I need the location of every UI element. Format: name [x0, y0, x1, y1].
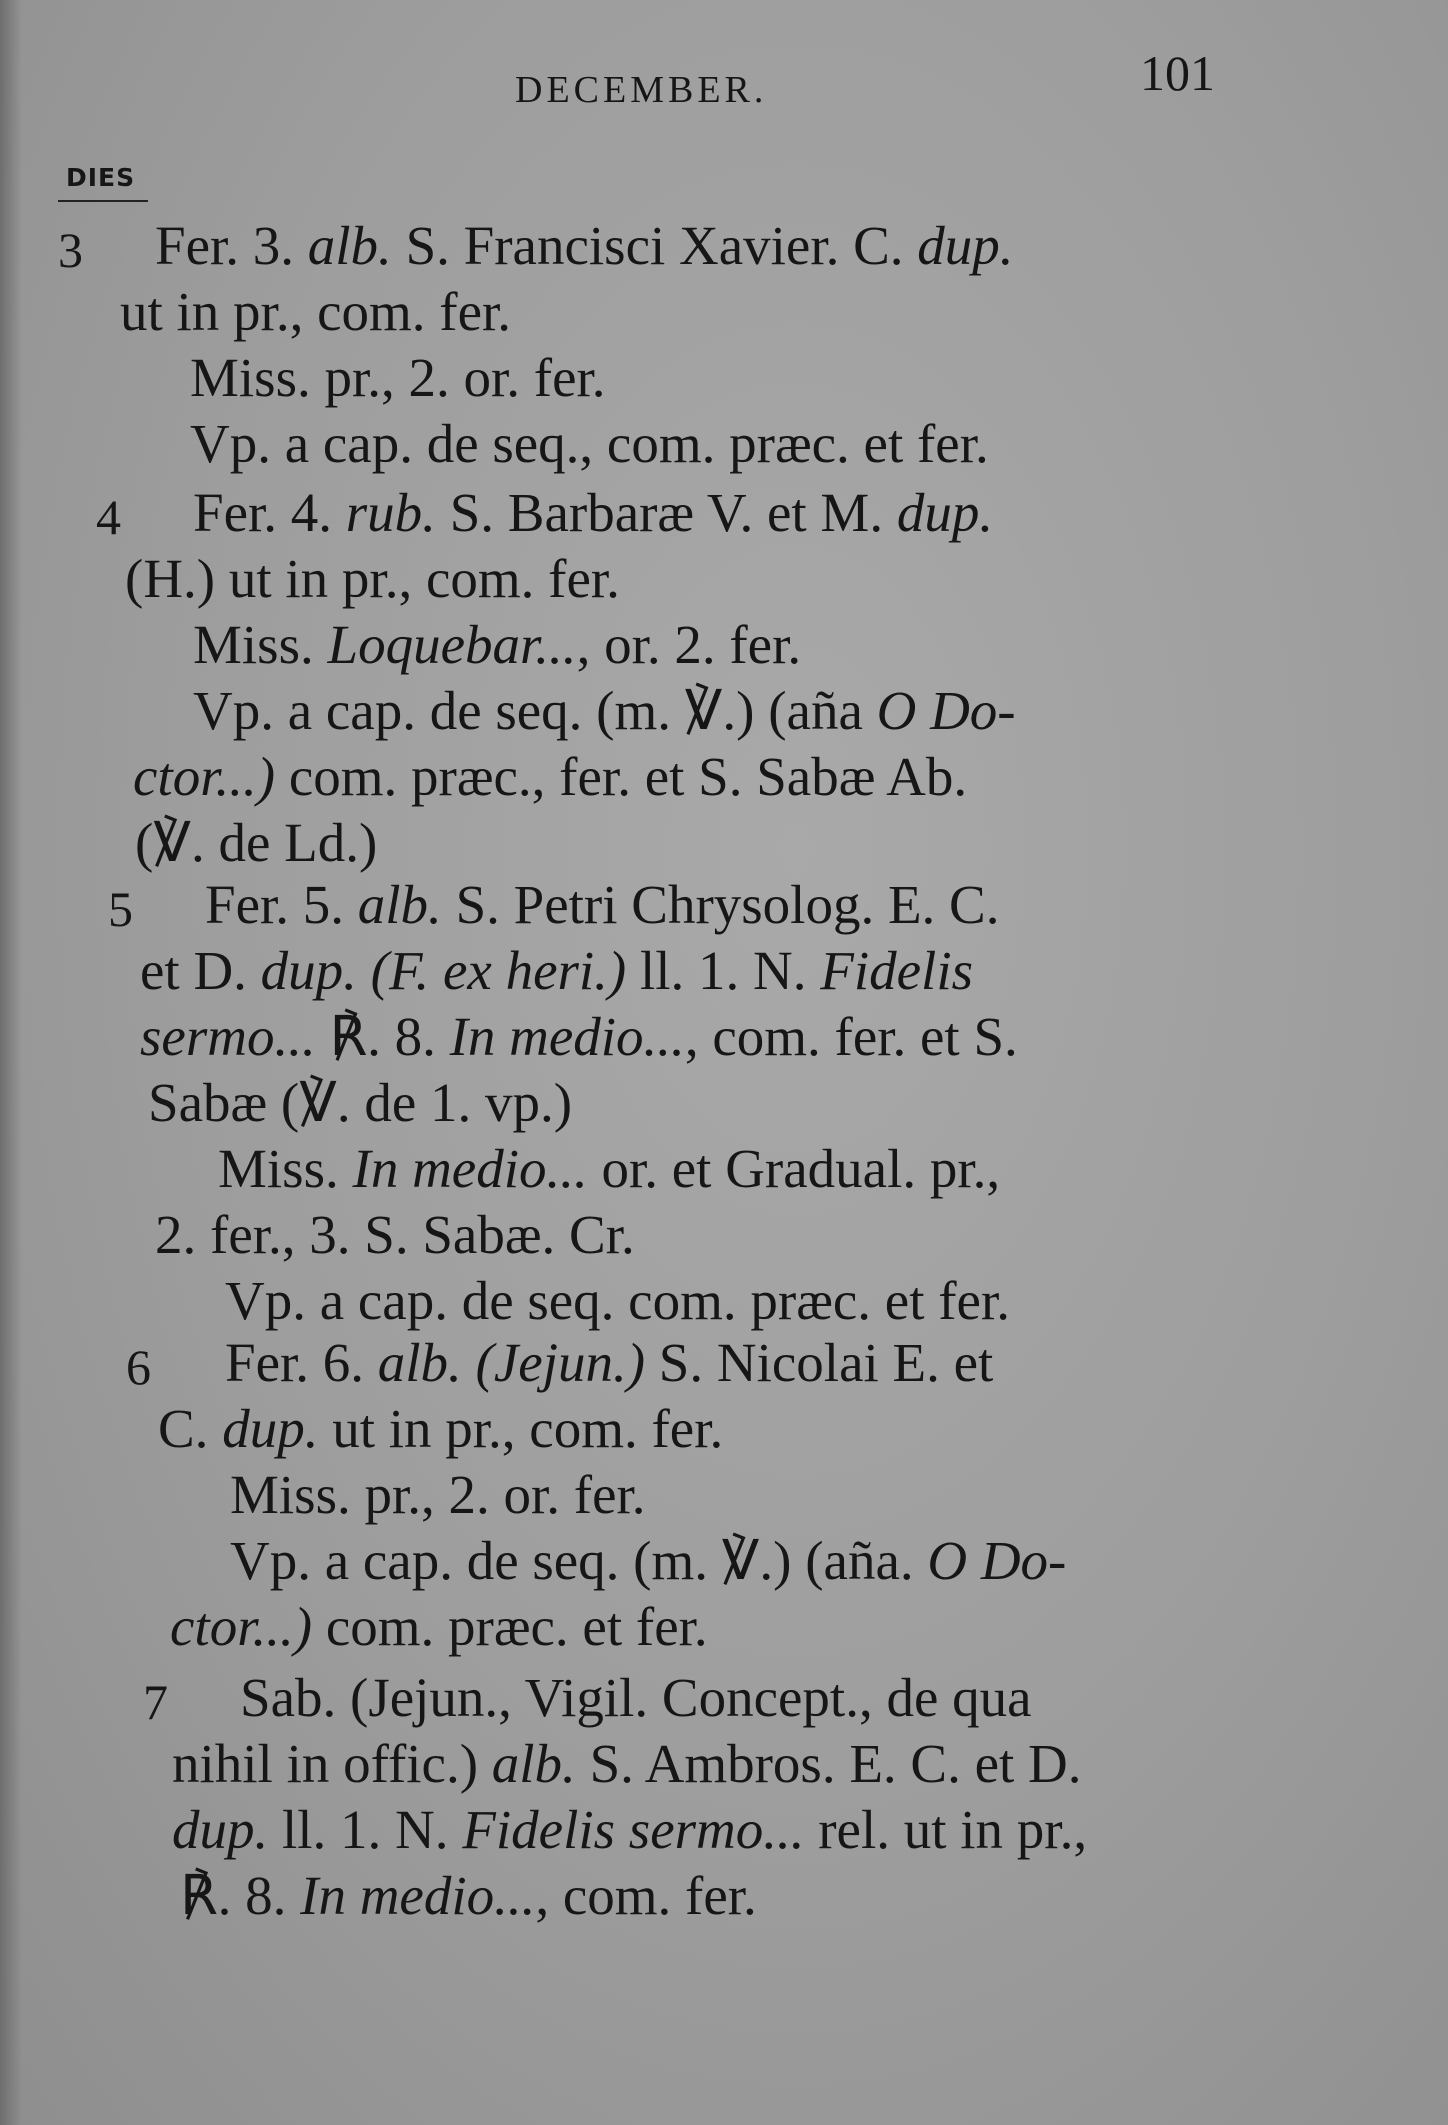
text-line — [140, 1004, 1018, 1070]
text-segment: S. Barbaræ V. et M. — [435, 482, 897, 543]
text-segment: Vp. a cap. de seq. com. præc. et fer. — [225, 1270, 1010, 1331]
text-line — [190, 411, 989, 477]
text-segment: Miss. — [193, 614, 328, 675]
italic-segment: sermo... — [140, 1006, 316, 1067]
text-segment: rel. ut in pr., — [804, 1799, 1088, 1860]
italic-segment: dup. — [222, 1398, 319, 1459]
italic-segment: dup. — [896, 482, 994, 543]
text-segment: (℣. de Ld.) — [135, 812, 378, 873]
text-segment: Sabæ (℣. de 1. vp.) — [148, 1072, 573, 1133]
text-segment: ℟. 8. — [180, 1865, 301, 1926]
text-segment: ll. 1. N. — [626, 940, 821, 1001]
italic-segment: Loquebar... — [327, 614, 577, 675]
italic-segment: O Do- — [876, 680, 1016, 741]
italic-segment: dup. — [917, 215, 1014, 276]
day-number: 6 — [126, 1339, 151, 1395]
text-segment: , com. fer. et S. — [684, 1006, 1018, 1067]
text-segment: Miss. — [218, 1138, 353, 1199]
text-segment: C. — [158, 1398, 223, 1459]
text-segment: et D. — [140, 940, 261, 1001]
italic-segment: In medio... — [449, 1006, 685, 1067]
text-segment: Fer. 6. — [225, 1332, 378, 1393]
day-number: 4 — [96, 489, 121, 545]
text-line — [193, 612, 801, 678]
text-segment: or. et Gradual. pr., — [587, 1138, 1001, 1199]
text-line — [140, 938, 973, 1004]
text-line — [193, 678, 1016, 744]
text-line — [180, 1863, 757, 1929]
text-segment: Vp. a cap. de seq., com. præc. et fer. — [190, 413, 989, 474]
text-line — [133, 744, 967, 810]
text-line — [240, 1665, 1032, 1731]
italic-segment: In medio... — [300, 1865, 536, 1926]
text-segment: Fer. 5. — [205, 874, 358, 935]
text-segment: ll. 1. N. — [268, 1799, 463, 1860]
text-segment: S. Petri Chrysolog. E. C. — [441, 874, 1000, 935]
italic-segment: dup. (F. ex heri.) — [260, 940, 627, 1001]
text-segment: S. Nicolai E. et — [645, 1332, 994, 1393]
italic-segment: Fidelis sermo... — [462, 1799, 805, 1860]
text-line — [225, 1330, 993, 1396]
text-line — [172, 1797, 1087, 1863]
text-line — [230, 1462, 646, 1528]
text-segment: Vp. a cap. de seq. (m. ℣.) (aña. — [230, 1530, 928, 1591]
text-segment: ut in pr., com. fer. — [120, 281, 512, 342]
text-line — [125, 546, 620, 612]
italic-segment: alb. — [307, 215, 392, 276]
italic-segment: ctor...) — [133, 746, 276, 807]
italic-segment: Fidelis — [820, 940, 974, 1001]
text-segment: S. Ambros. E. C. et D. — [575, 1733, 1082, 1794]
text-segment: ℟. 8. — [315, 1006, 450, 1067]
text-segment: Fer. 4. — [193, 482, 346, 543]
day-number: 5 — [108, 881, 133, 937]
text-line — [120, 279, 511, 345]
text-line — [172, 1731, 1082, 1797]
text-segment: , com. fer. — [535, 1865, 757, 1926]
page-number: 101 — [1140, 45, 1215, 101]
italic-segment: ctor...) — [170, 1596, 313, 1657]
italic-segment: dup. — [172, 1799, 269, 1860]
text-line — [148, 1070, 572, 1136]
text-line — [193, 480, 993, 546]
text-segment: Vp. a cap. de seq. (m. ℣.) (aña — [193, 680, 877, 741]
italic-segment: O Do- — [927, 1530, 1067, 1591]
text-segment: ut in pr., com. fer. — [318, 1398, 724, 1459]
column-label-rule — [58, 200, 148, 202]
text-segment: Miss. pr., 2. or. fer. — [190, 347, 606, 408]
italic-segment: rub. — [345, 482, 436, 543]
italic-segment: alb. (Jejun.) — [377, 1332, 646, 1393]
text-line — [155, 213, 1014, 279]
text-segment: Fer. 3. — [155, 215, 308, 276]
text-line — [205, 872, 1000, 938]
text-segment: S. Francisci Xavier. C. — [391, 215, 918, 276]
text-segment: com. præc., fer. et S. Sabæ Ab. — [275, 746, 968, 807]
italic-segment: alb. — [491, 1733, 576, 1794]
text-line — [225, 1268, 1010, 1334]
day-number: 3 — [58, 222, 83, 278]
text-segment: nihil in offic.) — [172, 1733, 492, 1794]
day-number: 7 — [143, 1674, 168, 1730]
italic-segment: In medio... — [352, 1138, 588, 1199]
running-head: DECEMBER. — [515, 69, 768, 111]
text-segment: Miss. pr., 2. or. fer. — [230, 1464, 646, 1525]
text-line — [190, 345, 606, 411]
column-label: DIES — [66, 163, 136, 192]
italic-segment: alb. — [357, 874, 442, 935]
text-segment: , or. 2. fer. — [576, 614, 802, 675]
page-edge-shadow — [0, 0, 22, 2125]
text-line — [170, 1594, 708, 1660]
text-segment: 2. fer., 3. S. Sabæ. Cr. — [155, 1204, 635, 1265]
text-line — [218, 1136, 1000, 1202]
text-line — [135, 810, 377, 876]
text-segment: (H.) ut in pr., com. fer. — [125, 548, 620, 609]
text-line — [230, 1528, 1066, 1594]
text-segment: com. præc. et fer. — [312, 1596, 708, 1657]
text-segment: Sab. (Jejun., Vigil. Concept., de qua — [240, 1667, 1032, 1728]
text-line — [158, 1396, 723, 1462]
text-line — [155, 1202, 635, 1268]
